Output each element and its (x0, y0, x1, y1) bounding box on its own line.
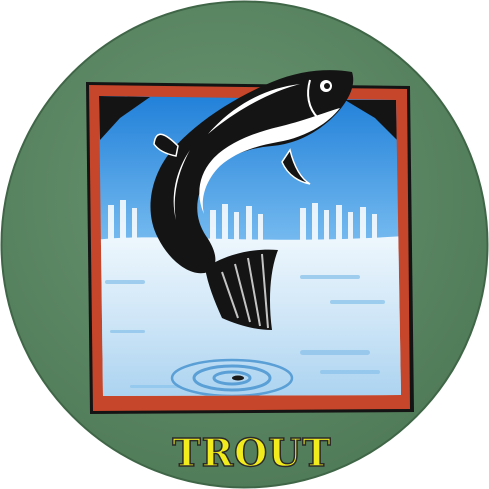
badge-label: TROUT (172, 430, 332, 475)
